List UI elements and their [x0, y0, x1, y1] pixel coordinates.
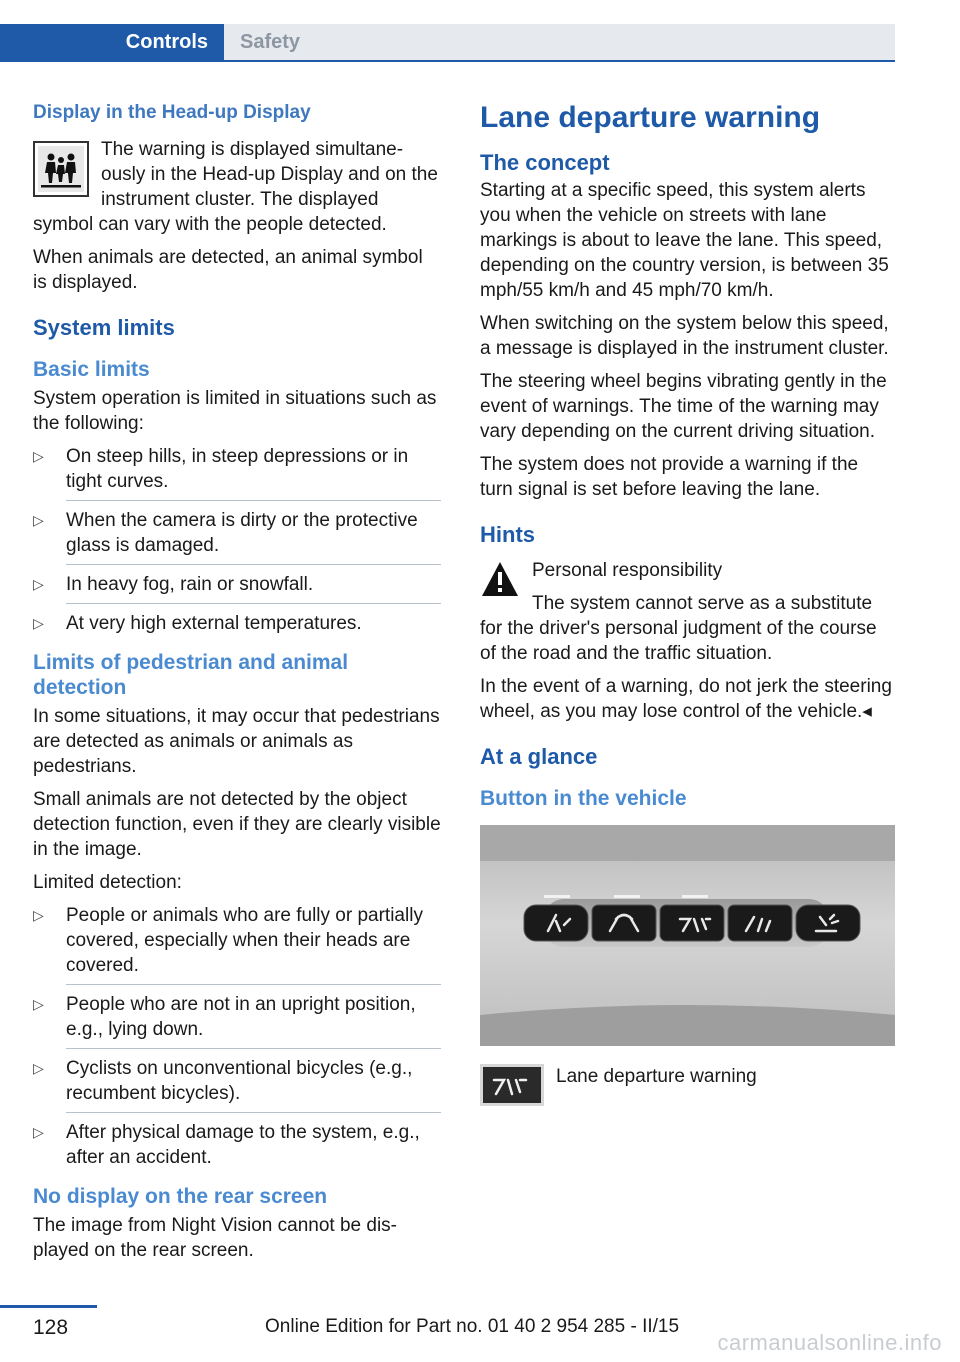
lane-departure-button-icon	[480, 1064, 544, 1106]
list-item: ▷ People or animals who are fully or partially covered, especially when their heads are covered.	[33, 903, 441, 985]
system-limits-heading: System limits	[33, 315, 175, 340]
limits-detection-heading: Limits of pedestrian and animal detection	[33, 651, 349, 699]
triangle-bullet-icon: ▷	[33, 996, 44, 1012]
rear-screen-heading: No display on the rear screen	[33, 1185, 328, 1208]
triangle-bullet-icon: ▷	[33, 615, 44, 631]
hud-paragraph-2: When animals are detected, an animal symbol is displayed.	[33, 247, 423, 293]
warning-paragraph-1: The system cannot serve as a substitute for the driver's personal judgment of the course of the road and the traffic situation.	[480, 593, 877, 664]
at-a-glance-heading: At a glance	[480, 744, 598, 769]
limits-paragraph-2: Small animals are not detected by the object detection function, even if they are clearly visible in the image.	[33, 789, 441, 860]
triangle-bullet-icon: ▷	[33, 1060, 44, 1076]
caption-row	[480, 1064, 895, 1106]
edition-text: Online Edition for Part no. 01 40 2 954 285 - II/15	[265, 1316, 680, 1337]
header-divider	[0, 60, 895, 62]
left-column	[33, 100, 441, 1271]
triangle-bullet-icon: ▷	[33, 1124, 44, 1140]
section-title: Lane departure warning	[480, 101, 821, 134]
pedestrian-warning-icon	[33, 141, 89, 197]
button-in-vehicle-heading: Button in the vehicle	[480, 787, 687, 810]
concept-paragraph-2: When switching on the system below this speed, a message is displayed in the instrument cluster.	[480, 313, 889, 359]
limits-paragraph-1: In some situations, it may occur that pedestrians are detected as animals or animals as pedestrians.	[33, 706, 440, 777]
page-number: 128	[33, 1316, 69, 1339]
concept-paragraph-4: The system does not provide a warning if the turn signal is set before leaving the lane.	[480, 454, 859, 500]
list-item: ▷ After physical damage to the system, e.g., after an accident.	[33, 1122, 420, 1168]
triangle-bullet-icon: ▷	[33, 907, 44, 923]
hud-heading: Display in the Head-up Display	[33, 102, 311, 123]
warning-paragraph-2: In the event of a warning, do not jerk the steering wheel, as you may lose control of the vehicle.◂	[480, 676, 892, 722]
right-column	[480, 100, 895, 1106]
tab-safety[interactable]: Safety	[224, 24, 895, 61]
basic-limits-intro: System operation is limited in situations such as the following:	[33, 388, 437, 434]
basic-limits-list	[33, 444, 441, 636]
limited-detection-list	[33, 903, 441, 1170]
list-item: ▷ At very high external temperatures.	[33, 613, 362, 634]
triangle-bullet-icon: ▷	[33, 512, 44, 528]
list-item: ▷ On steep hills, in steep depressions or in tight curves.	[33, 444, 441, 501]
hints-heading: Hints	[480, 522, 535, 547]
list-item: ▷ In heavy fog, rain or snowfall.	[33, 572, 441, 604]
vehicle-button-photo	[480, 825, 895, 1046]
lane-departure-caption: Lane departure warning	[556, 1066, 757, 1087]
list-item: ▷ When the camera is dirty or the protective glass is damaged.	[33, 508, 441, 565]
list-item: ▷ People who are not in an upright position, e.g., lying down.	[33, 992, 441, 1049]
hud-paragraph-1: The warning is displayed simultaneously in the Head-up Display and on the instrument cluster. The displayed symbol can vary with the people detected.	[33, 139, 438, 235]
triangle-bullet-icon: ▷	[33, 448, 44, 464]
basic-limits-heading: Basic limits	[33, 358, 150, 381]
limited-detection-label: Limited detection:	[33, 872, 182, 893]
concept-paragraph-1: Starting at a specific speed, this system alerts you when the vehicle on streets with lane markings is about to leave the lane. This speed, depending on the country version, is between 35 mph/55 km/h and 45 mph/70 km/h.	[480, 180, 889, 301]
triangle-bullet-icon: ▷	[33, 576, 44, 592]
top-navigation	[0, 0, 960, 62]
tab-controls[interactable]: Controls	[0, 24, 224, 61]
warning-triangle-icon	[480, 560, 520, 598]
rear-screen-paragraph: The image from Night Vision cannot be displayed on the rear screen.	[33, 1215, 397, 1261]
list-item: ▷ Cyclists on unconventional bicycles (e.g., recumbent bicycles).	[33, 1056, 441, 1113]
concept-paragraph-3: The steering wheel begins vibrating gently in the event of warnings. The time of the warning may vary depending on the current driving situation.	[480, 371, 887, 442]
warning-title: Personal responsibility	[532, 560, 723, 581]
concept-heading: The concept	[480, 150, 610, 175]
footer-divider	[0, 1305, 97, 1308]
watermark: carmanualsonline.info	[717, 1330, 942, 1355]
